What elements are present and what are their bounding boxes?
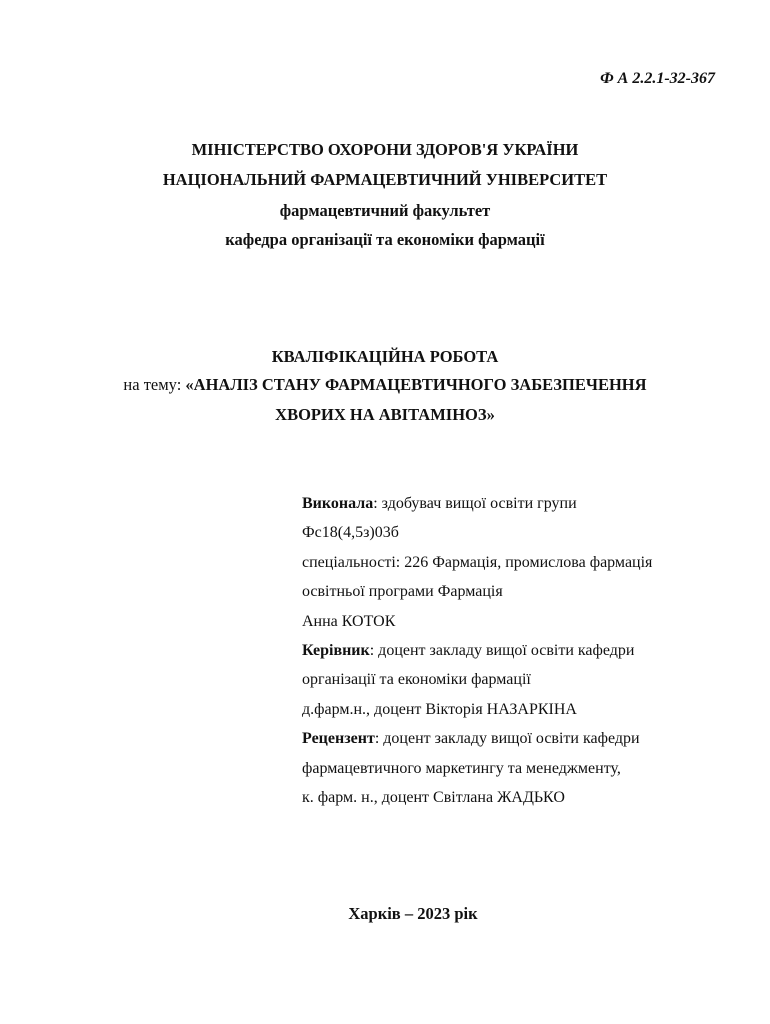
supervisor-role: : доцент закладу вищої освіти кафедри — [369, 641, 635, 659]
author-label: Виконала — [302, 495, 374, 512]
document-code: Ф А 2.2.1-32-367 — [600, 70, 715, 87]
reviewer-department: фармацевтичного маркетингу та менеджменту, — [302, 759, 621, 777]
info-block — [302, 489, 742, 812]
city-year: Харків – 2023 рік — [348, 904, 478, 923]
reviewer-name: к. фарм. н., доцент Світлана ЖАДЬКО — [302, 788, 565, 806]
university-title: НАЦІОНАЛЬНИЙ ФАРМАЦЕВТИЧНИЙ УНІВЕРСИТЕТ — [162, 170, 608, 189]
work-type: КВАЛІФІКАЦІЙНА РОБОТА — [271, 347, 499, 366]
author-role: : здобувач вищої освіти групи — [373, 495, 577, 512]
author-program: освітньої програми Фармація — [302, 583, 503, 601]
topic-prefix: на тему: — [123, 375, 186, 394]
author-name: Анна КОТОК — [302, 612, 396, 630]
supervisor-department: організації та економіки фармації — [302, 671, 531, 689]
reviewer-role: : доцент закладу вищої освіти кафедри — [374, 730, 640, 748]
topic-line-1 — [0, 375, 770, 395]
supervisor-line — [302, 636, 742, 665]
author-group: Фс18(4,5з)03б — [302, 524, 399, 542]
supervisor-label: Керівник — [302, 641, 370, 659]
author-line — [302, 489, 742, 518]
reviewer-line — [302, 724, 742, 753]
faculty-title: фармацевтичний факультет — [279, 201, 491, 220]
department-title: кафедра організації та економіки фармації — [225, 230, 545, 249]
ministry-title: МІНІСТЕРСТВО ОХОРОНИ ЗДОРОВ'Я УКРАЇНИ — [191, 140, 579, 159]
supervisor-name: д.фарм.н., доцент Вікторія НАЗАРКІНА — [302, 700, 577, 718]
reviewer-label: Рецензент — [302, 730, 375, 748]
topic-title-part-1: «АНАЛІЗ СТАНУ ФАРМАЦЕВТИЧНОГО ЗАБЕЗПЕЧЕННЯ — [185, 375, 647, 394]
author-specialty: спеціальності: 226 Фармація, промислова фармація — [302, 553, 653, 571]
topic-title-part-2: ХВОРИХ НА АВІТАМІНОЗ» — [275, 405, 495, 424]
